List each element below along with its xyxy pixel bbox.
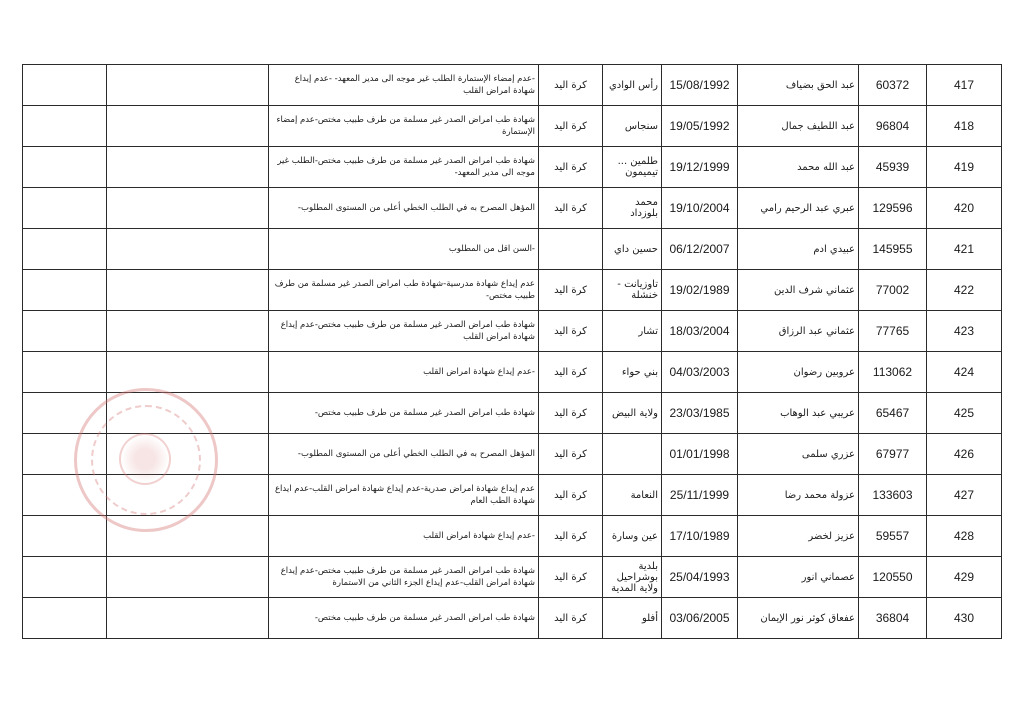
birth-place-cell: حسين داي xyxy=(603,229,662,270)
rejection-reason-cell: المؤهل المصرح به في الطلب الخطي أعلى من المستوى المطلوب- xyxy=(269,188,539,229)
rejection-reason-cell: شهادة طب امراض الصدر غير مسلمة من طرف طبيب مختص- xyxy=(269,393,539,434)
name-cell: عصماني انور xyxy=(738,557,859,598)
birth-place-cell: أفلو xyxy=(603,598,662,639)
birth-date-cell: 19/12/1999 xyxy=(662,147,738,188)
name-cell: عبد الحق بضياف xyxy=(738,65,859,106)
remarks-cell xyxy=(23,147,107,188)
applicants-table xyxy=(22,64,1002,639)
rejection-reason-cell: شهادة طب امراض الصدر غير مسلمة من طرف طبيب مختص-عدم إيداع شهادة امراض القلب-عدم إيداع الجزء الثاني من الاستمارة xyxy=(269,557,539,598)
sport-cell: كرة اليد xyxy=(539,393,603,434)
table-row xyxy=(23,106,1002,147)
birth-place-cell: بني حواء xyxy=(603,352,662,393)
remarks-cell xyxy=(23,598,107,639)
remarks-cell xyxy=(23,557,107,598)
birth-place-cell: تشار xyxy=(603,311,662,352)
row-number-cell: 421 xyxy=(927,229,1002,270)
row-number-cell: 427 xyxy=(927,475,1002,516)
row-number-cell: 418 xyxy=(927,106,1002,147)
birth-place-cell: النعامة xyxy=(603,475,662,516)
rejection-reason-cell: -عدم إمضاء الإستمارة الطلب غير موجه الى مدير المعهد- -عدم إيداع شهادة امراض القلب xyxy=(269,65,539,106)
row-number-cell: 428 xyxy=(927,516,1002,557)
birth-date-cell: 19/10/2004 xyxy=(662,188,738,229)
sport-cell: كرة اليد xyxy=(539,188,603,229)
sport-cell: كرة اليد xyxy=(539,434,603,475)
id-cell: 36804 xyxy=(859,598,927,639)
sport-cell: كرة اليد xyxy=(539,147,603,188)
id-cell: 60372 xyxy=(859,65,927,106)
remarks-cell xyxy=(23,516,107,557)
row-number-cell: 424 xyxy=(927,352,1002,393)
sport-cell: كرة اليد xyxy=(539,352,603,393)
blank-cell xyxy=(107,598,269,639)
rejection-reason-cell: -عدم إيداع شهادة امراض القلب xyxy=(269,516,539,557)
birth-place-cell: محمد بلوزداد xyxy=(603,188,662,229)
row-number-cell: 422 xyxy=(927,270,1002,311)
row-number-cell: 425 xyxy=(927,393,1002,434)
id-cell: 129596 xyxy=(859,188,927,229)
official-stamp xyxy=(74,388,218,532)
blank-cell xyxy=(107,270,269,311)
sport-cell: كرة اليد xyxy=(539,106,603,147)
birth-date-cell: 17/10/1989 xyxy=(662,516,738,557)
id-cell: 113062 xyxy=(859,352,927,393)
name-cell: عبد الله محمد xyxy=(738,147,859,188)
birth-date-cell: 03/06/2005 xyxy=(662,598,738,639)
name-cell: عزري سلمى xyxy=(738,434,859,475)
birth-place-cell: عين وسارة xyxy=(603,516,662,557)
birth-date-cell: 23/03/1985 xyxy=(662,393,738,434)
table-body xyxy=(23,65,1002,639)
id-cell: 45939 xyxy=(859,147,927,188)
row-number-cell: 417 xyxy=(927,65,1002,106)
blank-cell xyxy=(107,188,269,229)
remarks-cell xyxy=(23,106,107,147)
id-cell: 120550 xyxy=(859,557,927,598)
birth-place-cell: رأس الوادي xyxy=(603,65,662,106)
name-cell: عثماني عبد الرزاق xyxy=(738,311,859,352)
table-row xyxy=(23,65,1002,106)
blank-cell xyxy=(107,65,269,106)
blank-cell xyxy=(107,352,269,393)
name-cell: عفعاق كوثر نور الإيمان xyxy=(738,598,859,639)
birth-place-cell: طلمين ... تيميمون xyxy=(603,147,662,188)
birth-place-cell: بلدية بوشراحيل ولاية المدية xyxy=(603,557,662,598)
rejection-reason-cell: المؤهل المصرح به في الطلب الخطي أعلى من المستوى المطلوب- xyxy=(269,434,539,475)
id-cell: 133603 xyxy=(859,475,927,516)
name-cell: عثماني شرف الدين xyxy=(738,270,859,311)
birth-date-cell: 01/01/1998 xyxy=(662,434,738,475)
rejection-reason-cell: شهادة طب امراض الصدر غير مسلمة من طرف طبيب مختص-عدم إيداع شهادة امراض القلب xyxy=(269,311,539,352)
birth-place-cell: ولاية البيض xyxy=(603,393,662,434)
rejection-reason-cell: شهادة طب امراض الصدر غير مسلمة من طرف طبيب مختص-الطلب غير موجه الى مدير المعهد- xyxy=(269,147,539,188)
birth-date-cell: 19/02/1989 xyxy=(662,270,738,311)
row-number-cell: 420 xyxy=(927,188,1002,229)
sport-cell: كرة اليد xyxy=(539,65,603,106)
sport-cell: كرة اليد xyxy=(539,516,603,557)
birth-date-cell: 04/03/2003 xyxy=(662,352,738,393)
table-row xyxy=(23,598,1002,639)
blank-cell xyxy=(107,106,269,147)
table-row xyxy=(23,557,1002,598)
table-row xyxy=(23,188,1002,229)
table-row xyxy=(23,311,1002,352)
sport-cell: كرة اليد xyxy=(539,557,603,598)
rejection-reason-cell: شهادة طب امراض الصدر غير مسلمة من طرف طبيب مختص- xyxy=(269,598,539,639)
birth-date-cell: 15/08/1992 xyxy=(662,65,738,106)
name-cell: عبري عبد الرحيم رامي xyxy=(738,188,859,229)
birth-place-cell: سنجاس xyxy=(603,106,662,147)
name-cell: عزيز لخضر xyxy=(738,516,859,557)
remarks-cell xyxy=(23,270,107,311)
birth-place-cell xyxy=(603,434,662,475)
sport-cell: كرة اليد xyxy=(539,311,603,352)
id-cell: 77765 xyxy=(859,311,927,352)
id-cell: 59557 xyxy=(859,516,927,557)
rejection-reason-cell: عدم إيداع شهادة امراض صدرية-عدم إيداع شهادة امراض القلب-عدم ايداع شهادة الطب العام xyxy=(269,475,539,516)
table-row xyxy=(23,270,1002,311)
birth-date-cell: 25/11/1999 xyxy=(662,475,738,516)
rejection-reason-cell: شهادة طب امراض الصدر غير مسلمة من طرف طبيب مختص-عدم إمضاء الإستمارة xyxy=(269,106,539,147)
sport-cell xyxy=(539,229,603,270)
birth-date-cell: 25/04/1993 xyxy=(662,557,738,598)
rejection-reason-cell: -عدم إيداع شهادة امراض القلب xyxy=(269,352,539,393)
sport-cell: كرة اليد xyxy=(539,475,603,516)
row-number-cell: 429 xyxy=(927,557,1002,598)
row-number-cell: 423 xyxy=(927,311,1002,352)
id-cell: 65467 xyxy=(859,393,927,434)
remarks-cell xyxy=(23,352,107,393)
id-cell: 77002 xyxy=(859,270,927,311)
remarks-cell xyxy=(23,65,107,106)
remarks-cell xyxy=(23,188,107,229)
name-cell: عريبي عبد الوهاب xyxy=(738,393,859,434)
table-row xyxy=(23,147,1002,188)
rejection-reason-cell: عدم إيداع شهادة مدرسية-شهادة طب امراض الصدر غير مسلمة من طرف طبيب مختص- xyxy=(269,270,539,311)
id-cell: 145955 xyxy=(859,229,927,270)
id-cell: 96804 xyxy=(859,106,927,147)
table-row xyxy=(23,352,1002,393)
sport-cell: كرة اليد xyxy=(539,270,603,311)
blank-cell xyxy=(107,311,269,352)
birth-date-cell: 06/12/2007 xyxy=(662,229,738,270)
name-cell: عروبين رضوان xyxy=(738,352,859,393)
remarks-cell xyxy=(23,229,107,270)
table-row xyxy=(23,229,1002,270)
name-cell: عبيدي ادم xyxy=(738,229,859,270)
rejection-reason-cell: -السن اقل من المطلوب xyxy=(269,229,539,270)
row-number-cell: 419 xyxy=(927,147,1002,188)
birth-date-cell: 18/03/2004 xyxy=(662,311,738,352)
name-cell: عزولة محمد رضا xyxy=(738,475,859,516)
remarks-cell xyxy=(23,311,107,352)
row-number-cell: 430 xyxy=(927,598,1002,639)
birth-date-cell: 19/05/1992 xyxy=(662,106,738,147)
birth-place-cell: تاوزيانت - خنشلة xyxy=(603,270,662,311)
blank-cell xyxy=(107,229,269,270)
id-cell: 67977 xyxy=(859,434,927,475)
blank-cell xyxy=(107,557,269,598)
row-number-cell: 426 xyxy=(927,434,1002,475)
name-cell: عبد اللطيف جمال xyxy=(738,106,859,147)
sport-cell: كرة اليد xyxy=(539,598,603,639)
blank-cell xyxy=(107,147,269,188)
